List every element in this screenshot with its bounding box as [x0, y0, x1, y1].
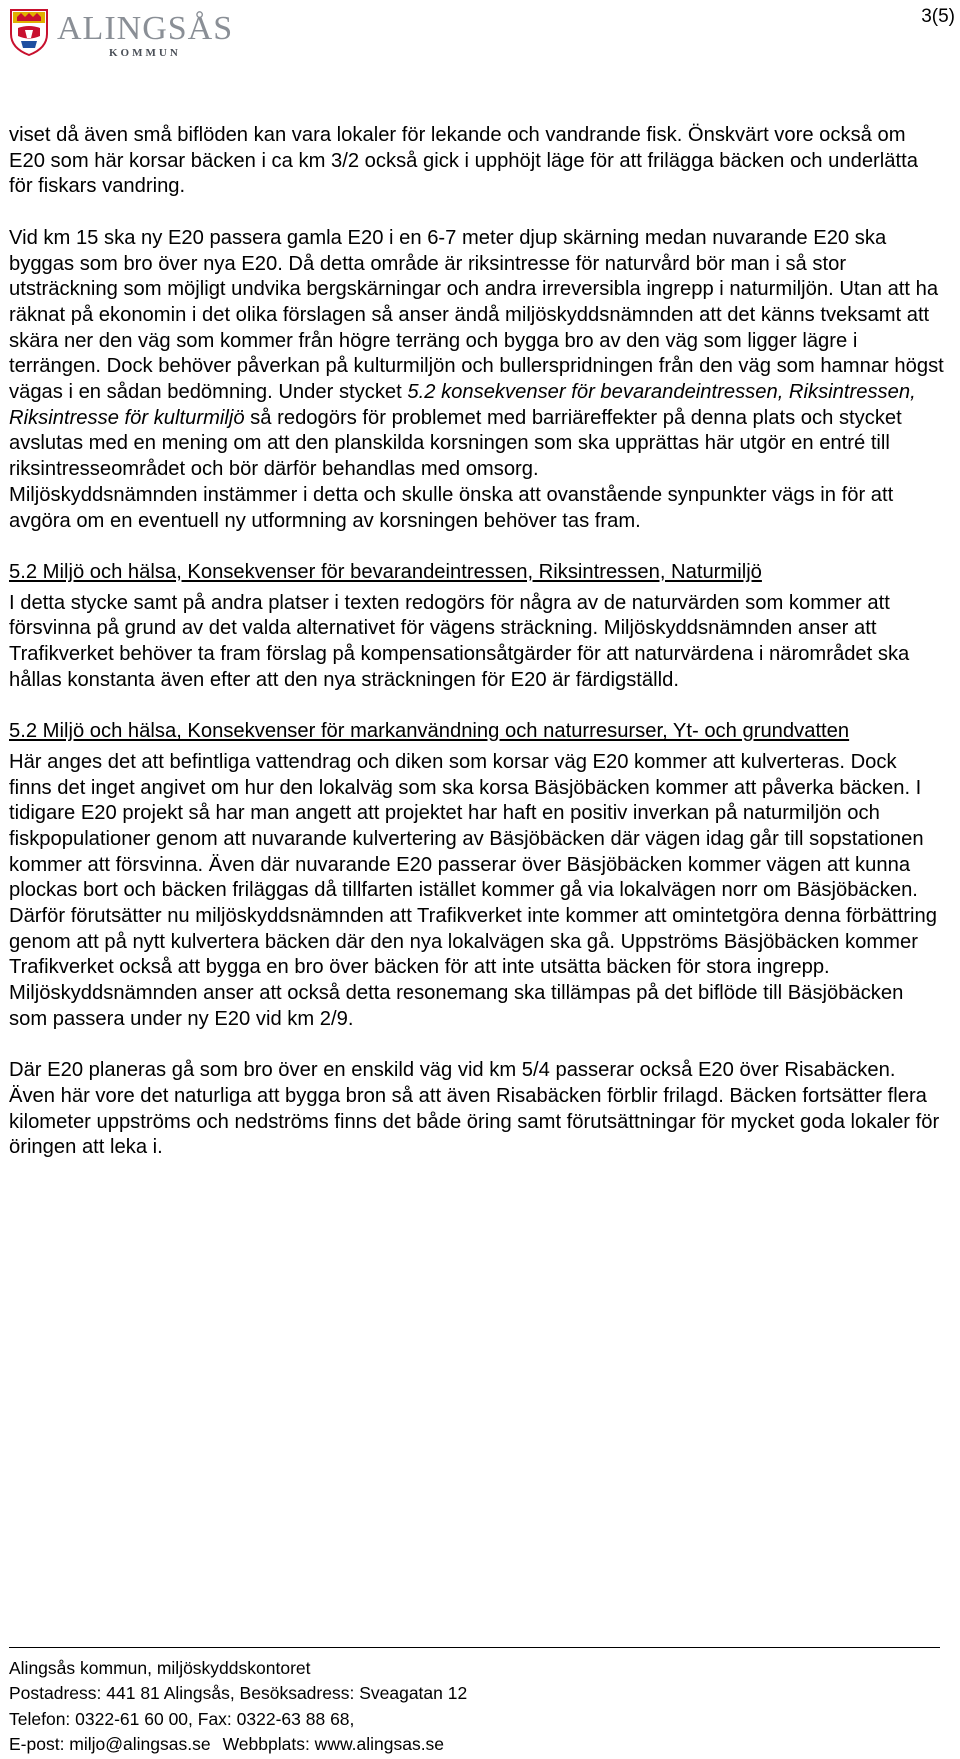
footer-website: Webbplats: www.alingsas.se [222, 1733, 445, 1754]
document-body [9, 123, 944, 1187]
paragraph: Miljöskyddsnämnden instämmer i detta och skulle önska att ovanstående synpunkter vägs in för att avgöra om en eventuell ny utformning av korsningen behöver tas fram. [9, 483, 894, 532]
page-number: 3(5) [921, 6, 955, 27]
footer-phone: Telefon: 0322-61 60 00, Fax: 0322-63 88 68, [9, 1708, 355, 1729]
footer [9, 1656, 939, 1757]
paragraph: Här anges det att befintliga vattendrag och diken som korsar väg E20 kommer att kulverteras. Dock finns det inget angivet om hur den lokalväg som ska korsa Bäsjöbäcken kommer att påverka bäcken. I tidigare E20 projekt så har man angett att projektet har haft en positiv inverkan på naturmiljön och fiskpopulationer genom att nuvarande kulvertering av Bäsjöbäcken där vägen idag går till sopstationen kommer att försvinna. Även där nuvarande E20 passerar över Bäsjöbäcken kommer vägen att kunna plockas bort och bäcken friläggas då tillfarten istället kommer gå via lokalvägen norr om Bäsjöbäcken. Därför förutsätter nu miljöskyddsnämnden att Trafikverket inte kommer att omintetgöra denna förbättring genom att på nytt kulvertera bäcken där den nya lokalvägen ska gå. Uppströms Bäsjöbäcken kommer Trafikverket också att bygga en bro över bäcken för att inte utsätta bäcken för stora ingrepp. Miljöskyddsnämnden anser att också detta resonemang ska tillämpas på det biflöde till Bäsjöbäcken som passera under ny E20 vid km 2/9. [9, 750, 937, 1030]
footer-email: E-post: miljo@alingsas.se [9, 1733, 211, 1754]
logo-subtitle: KOMMUN [109, 47, 181, 59]
italic-reference: 5.2 konsekvenser för bevarandeintressen, Riksintressen, Riksintresse för kulturmiljö [9, 381, 916, 429]
footer-organization: Alingsås kommun, miljöskyddskontoret [9, 1658, 311, 1678]
section-heading: 5.2 Miljö och hälsa, Konsekvenser för markanvändning och naturresurser, Yt- och grundvatten [9, 720, 850, 743]
paragraph-text: Vid km 15 ska ny E20 passera gamla E20 i en 6-7 meter djup skärning medan nuvarande E20 ska byggas som bro över nya E20. Då detta område är riksintresse för naturvård bör man i så stor utsträckning som möjligt undvika bergskärningar och andra irreversibla ingrepp i naturmiljön. Utan att ha räknat på ekonomin i det olika förslagen så anser ändå miljöskyddsnämnden att det känns tveksamt att skära ner den väg som kommer från högre terräng och bygga bro av den väg som ligger lägre i terrängen. Dock behöver påverkan på kulturmiljön och bullerspridningen från den väg som hamnar högst vägas i en sådan bedömning. Under stycket [9, 226, 944, 404]
paragraph: I detta stycke samt på andra platser i texten redogörs för några av de naturvärden som kommer att försvinna på grund av det valda alternativet för vägens sträckning. Miljöskyddsnämnden anser att Trafikverket behöver ta fram förslag på kompensationsåtgärder för att naturvärdena i närområdet ska hållas konstanta även efter att den nya sträckningen för E20 är färdigställd. [9, 591, 910, 691]
footer-contact [9, 1732, 939, 1757]
section-heading: 5.2 Miljö och hälsa, Konsekvenser för bevarandeintressen, Riksintressen, Naturmiljö [9, 560, 762, 583]
logo-wordmark: ALINGSÅS [57, 10, 234, 47]
footer-address: Postadress: 441 81 Alingsås, Besöksadress: Sveagatan 12 [9, 1683, 468, 1704]
paragraph [9, 226, 944, 483]
paragraph: viset då även små biflöden kan vara lokaler för lekande och vandrande fisk. Önskvärt vore också om E20 som här korsar bäcken i ca km 3/2 också gick i upphöjt läge för att frilägga bäcken och underlätta för fiskars vandring. [9, 124, 918, 198]
coat-of-arms-icon [9, 8, 49, 56]
paragraph-text: så redogörs för problemet med barriäreffekter på denna plats och stycket avslutas med en mening om att den planskilda korsningen som ska upprättas här utgör en entré till riksintresseområdet och bör därför behandlas med omsorg. [9, 406, 902, 481]
municipality-logo [9, 8, 249, 60]
paragraph: Där E20 planeras gå som bro över en enskild väg vid km 5/4 passerar också E20 över Risabäcken. Även här vore det naturliga att bygga bron så att även Risabäcken förblir frilagd. Bäcken fortsätter flera kilometer uppströms och nedströms finns det både öring samt förutsättningar för mycket goda lokaler för öringen att leka i. [9, 1059, 940, 1159]
footer-divider [9, 1647, 940, 1648]
